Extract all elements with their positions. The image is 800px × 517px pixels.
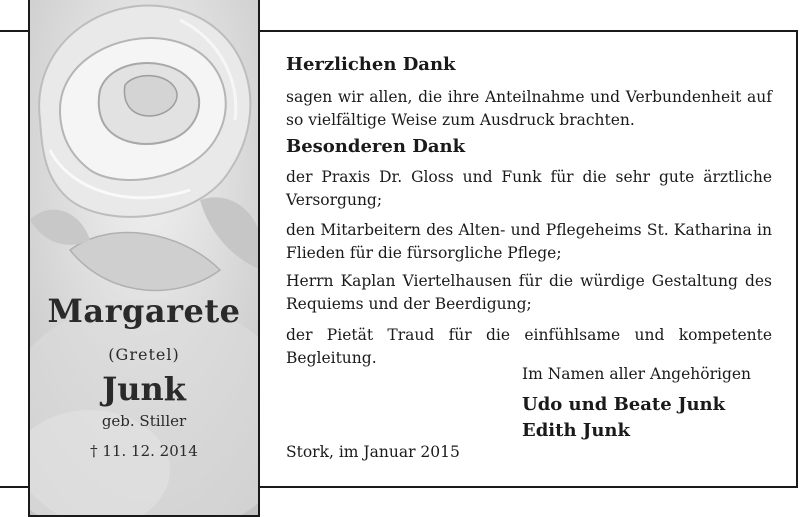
heading-thanks: Herzlichen Dank — [286, 54, 456, 75]
thanks-text: sagen wir allen, die ihre Anteilnahme und Verbundenheit auf so vielfältige Weise zum Ausdruck brachten. — [286, 88, 772, 129]
signature-name: Udo und Beate Junk — [522, 394, 726, 415]
deceased-nickname: (Gretel) — [108, 345, 180, 364]
deceased-first-name: Margarete — [47, 292, 241, 330]
thanks-item: Herrn Kaplan Viertelhausen für die würdige Gestaltung des Requiems und der Beerdigung; — [286, 272, 772, 313]
rose-image — [30, 0, 260, 517]
rose-photo-panel — [28, 0, 260, 517]
thanks-item: den Mitarbeitern des Alten- und Pflegeheims St. Katharina in Flieden für die fürsorgliche Pflege; — [286, 221, 772, 262]
deceased-last-name: Junk — [102, 370, 186, 408]
deceased-birth-name: geb. Stiller — [101, 412, 187, 430]
signature-name: Edith Junk — [522, 420, 630, 441]
deceased-death-date: † 11. 12. 2014 — [90, 442, 198, 460]
thanks-item: der Praxis Dr. Gloss und Funk für die sehr gute ärztliche Versorgung; — [286, 168, 772, 209]
place-date: Stork, im Januar 2015 — [286, 443, 460, 461]
thanks-item: der Pietät Traud für die einfühlsame und kompetente Begleitung. — [286, 326, 772, 367]
signature-intro: Im Namen aller Angehörigen — [522, 365, 752, 383]
heading-special-thanks: Besonderen Dank — [286, 136, 466, 157]
